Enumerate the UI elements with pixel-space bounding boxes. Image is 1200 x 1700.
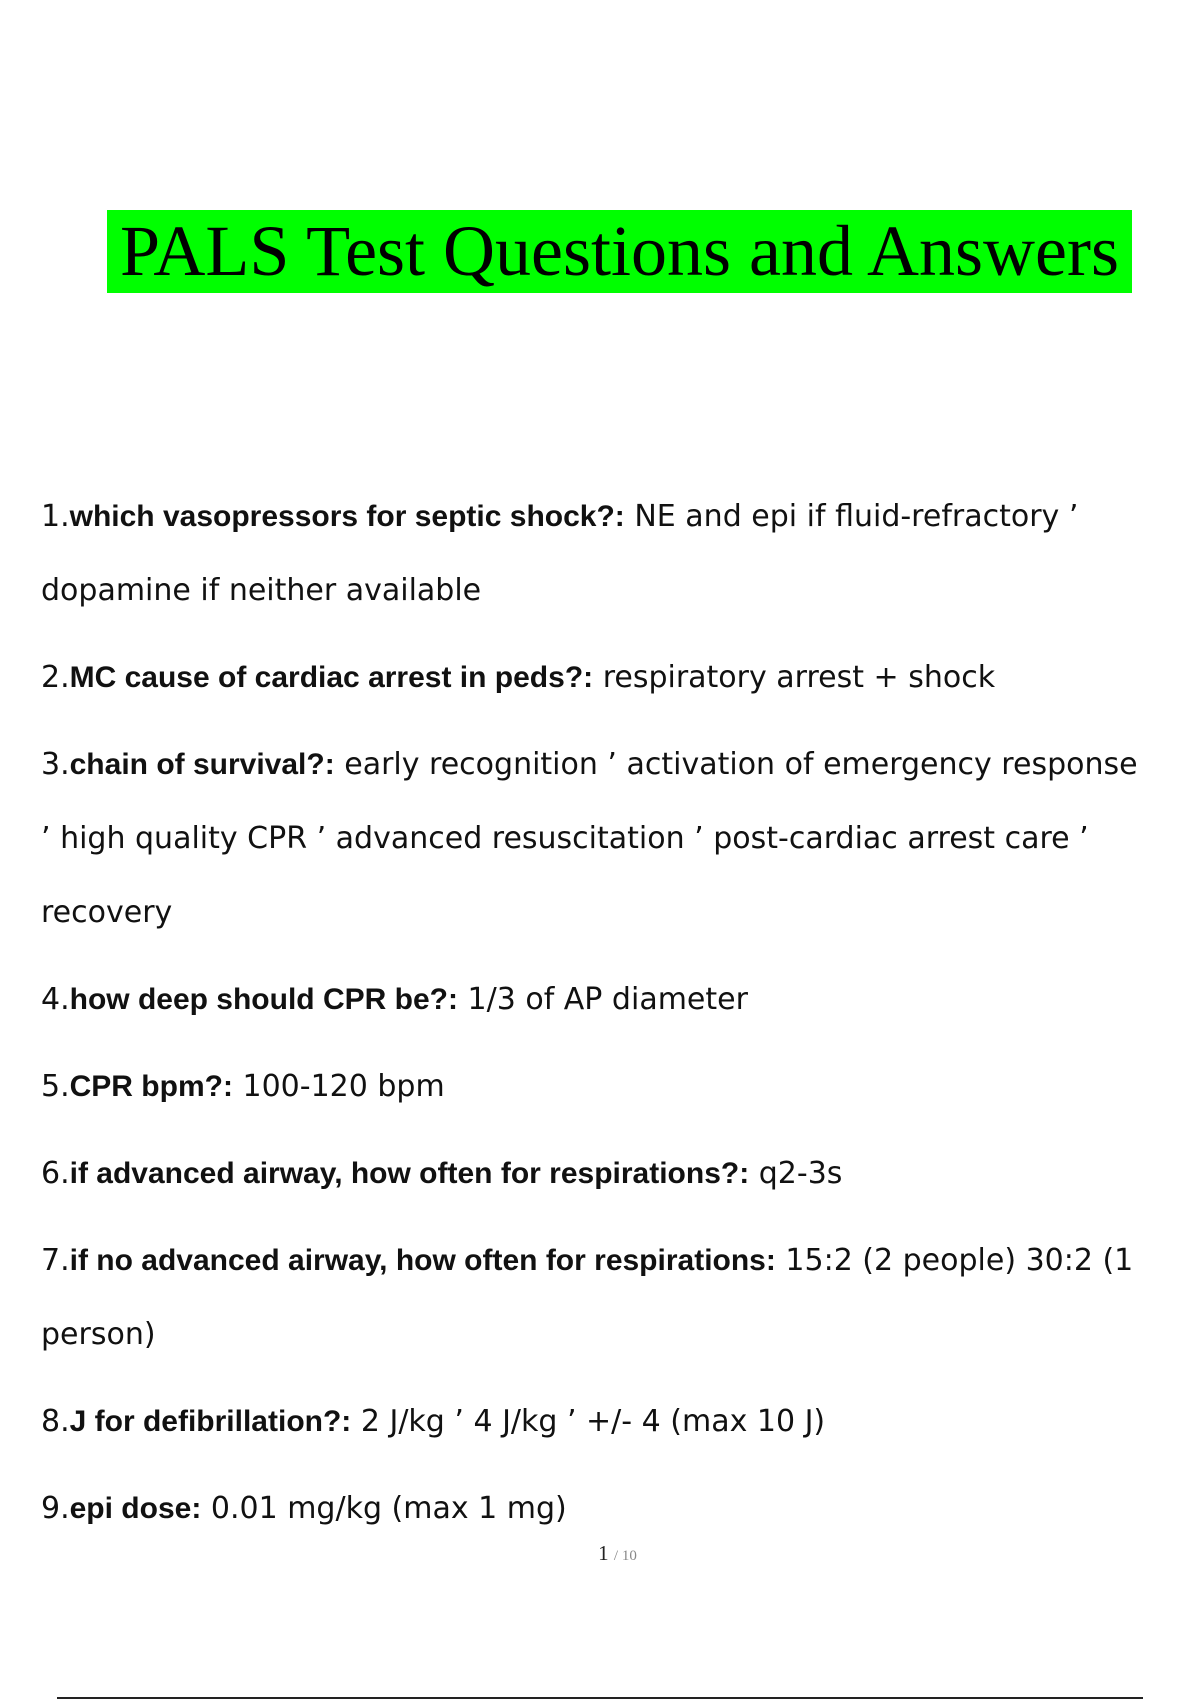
item-number: 7. <box>41 1243 70 1278</box>
question: if no advanced airway, how often for respirations: <box>69 1244 776 1277</box>
qa-list <box>41 480 1151 1559</box>
page-title: PALS Test Questions and Answers <box>119 211 1120 291</box>
item-number: 6. <box>41 1156 70 1191</box>
question: if advanced airway, how often for respirations?: <box>69 1157 750 1190</box>
qa-item-4 <box>41 963 1151 1037</box>
bottom-divider <box>57 1697 1143 1699</box>
answer: NE and epi if fluid-refractory ’ dopamine if neither available <box>41 499 1079 608</box>
item-number: 5. <box>41 1069 70 1104</box>
item-number: 3. <box>41 747 70 782</box>
qa-item-1 <box>41 480 1151 628</box>
qa-item-9 <box>41 1472 1151 1546</box>
item-number: 4. <box>41 982 70 1017</box>
question: epi dose: <box>69 1492 202 1525</box>
page-total: / 10 <box>613 1548 637 1564</box>
title-highlight <box>107 210 1132 293</box>
item-number: 9. <box>41 1491 70 1526</box>
item-number: 8. <box>41 1404 70 1439</box>
question: J for defibrillation?: <box>69 1405 352 1438</box>
answer: 15:2 (2 people) 30:2 (1 person) <box>41 1243 1134 1352</box>
question: CPR bpm?: <box>69 1070 233 1103</box>
qa-item-2 <box>41 641 1151 715</box>
answer: q2-3s <box>758 1156 843 1191</box>
answer: 0.01 mg/kg (max 1 mg) <box>210 1491 567 1526</box>
question: chain of survival?: <box>69 748 335 781</box>
question: which vasopressors for septic shock?: <box>69 500 625 533</box>
page-current: 1 <box>598 1541 609 1565</box>
item-number: 2. <box>41 660 70 695</box>
qa-item-3 <box>41 728 1151 950</box>
page-number <box>0 1541 1200 1566</box>
qa-item-8 <box>41 1385 1151 1459</box>
answer: early recognition ’ activation of emergency response ’ high quality CPR ’ advanced resuscitation ’ post-cardiac arrest care ’ recovery <box>41 747 1138 930</box>
answer: 1/3 of AP diameter <box>467 982 748 1017</box>
item-number: 1. <box>41 499 70 534</box>
answer: respiratory arrest + shock <box>602 660 996 695</box>
answer: 100-120 bpm <box>242 1069 445 1104</box>
qa-item-5 <box>41 1050 1151 1124</box>
qa-item-6 <box>41 1137 1151 1211</box>
answer: 2 J/kg ’ 4 J/kg ’ +/- 4 (max 10 J) <box>360 1404 826 1439</box>
question: MC cause of cardiac arrest in peds?: <box>69 661 594 694</box>
question: how deep should CPR be?: <box>69 983 458 1016</box>
qa-item-7 <box>41 1224 1151 1372</box>
